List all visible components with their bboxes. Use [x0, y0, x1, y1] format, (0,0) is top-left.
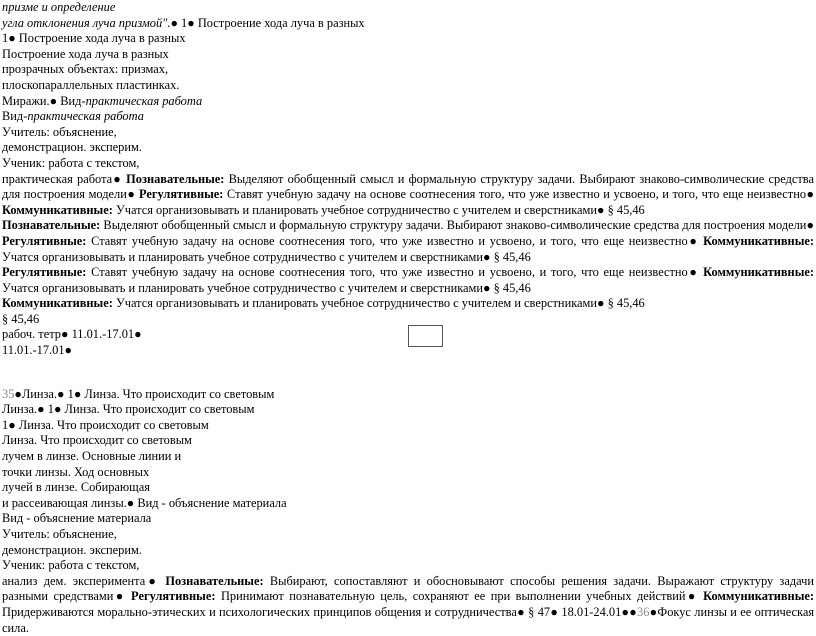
text-line: лучей в линзе. Собирающая — [2, 480, 150, 495]
text-run: рабоч. тетр — [2, 327, 61, 342]
paragraph-uud-3 — [2, 265, 814, 296]
text-line — [2, 31, 814, 47]
text-line: Учитель: объяснение, — [2, 527, 117, 541]
text-run: Принимают познавательную цель, сохраняют ее при выполнении учебных действий — [215, 589, 686, 604]
text-run: Вид - объяснение материала — [134, 495, 287, 510]
text-run: 1 — [2, 417, 9, 432]
text-run: Учатся организовывать и планировать учебное сотрудничество с учителем и сверстниками — [112, 296, 597, 311]
label-cognitive: Познавательные: — [159, 573, 264, 588]
text-run: 11.01.-17.01 — [2, 343, 65, 358]
text-run: § 45,46 — [490, 249, 531, 264]
paragraph-uud-5 — [2, 574, 814, 636]
label-communicative: Коммуникативные: — [698, 265, 814, 280]
bullet-icon: ● — [8, 31, 16, 46]
bullet-icon: ● — [37, 402, 45, 417]
text-run: Построение хода луча в разных — [194, 15, 365, 30]
bullet-icon: ● — [483, 280, 491, 295]
text-run: Ставят учебную задачу на основе соотнесения того, что уже известно и усвоено, и того, что еще неизвестно — [86, 233, 688, 248]
paragraph-uud-1 — [2, 172, 814, 219]
text-run: Вид- — [57, 93, 86, 108]
text-run: и рассеивающая линзы. — [2, 495, 127, 510]
text-run: анализ дем. эксперимента — [2, 573, 146, 588]
bullet-icon: ● — [8, 417, 16, 432]
label-cognitive: Познавательные: — [2, 218, 101, 233]
text-line: Ученик: работа с текстом, — [2, 155, 140, 170]
text-line: Вид - объяснение материала — [2, 511, 152, 526]
text-run: Учатся организовывать и планировать учебное сотрудничество с учителем и сверстниками — [112, 202, 597, 217]
text-line — [2, 16, 814, 32]
text-run: Выделяют обобщенный смысл и формальную структуру задачи. Выбирают знаково-символические средства для построения модели — [100, 218, 807, 233]
text-run: 1 — [2, 31, 9, 46]
empty-box — [408, 325, 443, 347]
bullet-icon: ● — [629, 604, 638, 619]
text-line — [2, 94, 814, 110]
text-run: Построение хода луча в разных — [15, 31, 186, 46]
label-regulatory: Регулятивные: — [2, 265, 87, 280]
text-line: Учитель: объяснение, — [2, 124, 117, 139]
bullet-icon: ● — [49, 93, 58, 108]
text-run: Придерживаются морально-этических и психологических принципов общения и сотрудничества — [2, 604, 517, 619]
text-line: точки линзы. Ход основных — [2, 464, 150, 479]
text-line — [2, 402, 814, 418]
bullet-icon: ● — [621, 604, 630, 619]
bullet-icon: ● — [597, 202, 605, 217]
bullet-icon: ● — [134, 327, 142, 342]
lesson-number: 36 — [637, 604, 650, 619]
bullet-icon: ● — [516, 604, 525, 619]
label-communicative: Коммуникативные: — [2, 202, 113, 217]
label-communicative: Коммуникативные: — [698, 233, 814, 248]
text-line: Линза. Что происходит со световым — [2, 433, 192, 448]
text-line — [2, 387, 814, 403]
text-run: 11.01.-17.01 — [68, 327, 135, 342]
bullet-icon: ● — [14, 386, 22, 401]
text-run: Линза. Что происходит со световым — [81, 386, 275, 401]
bullet-icon: ● — [170, 15, 178, 30]
bullet-icon: ● — [112, 171, 122, 186]
text-run: Линза. — [21, 386, 58, 401]
text-run: Миражи. — [2, 93, 50, 108]
text-run: 1 — [44, 402, 54, 417]
paragraph-uud-2 — [2, 218, 814, 265]
bullet-icon: ● — [687, 233, 699, 248]
bullet-icon: ● — [187, 15, 195, 30]
text-run: § 45,46 — [604, 296, 645, 311]
text-run: Линза. — [2, 402, 38, 417]
text-run: Ставят учебную задачу на основе соотнесения того, что уже известно и усвоено, и того, что еще неизвестно — [223, 187, 807, 202]
text-run: 1 — [64, 386, 74, 401]
italic-text: угла отклонения луча призмой". — [2, 15, 171, 30]
bullet-icon: ● — [145, 573, 160, 588]
text-run: Фокус линзы и ее оптическая сила. — [2, 604, 815, 635]
text-run: 18.01-24.01 — [558, 604, 622, 619]
lesson-number: 35 — [2, 386, 15, 401]
text-run: Выбирают, сопоставляют и обосновывают способы решения задачи. Выражают структуру задачи разными средствами — [2, 573, 814, 604]
text-run: практическая работа — [2, 171, 113, 186]
text-line: демонстрацион. эксперим. — [2, 140, 142, 155]
text-run: Учатся организовывать и планировать учебное сотрудничество с учителем и сверстниками — [2, 280, 484, 295]
bullet-icon: ● — [73, 386, 82, 401]
bullet-icon: ● — [687, 265, 699, 280]
text-line: плоскопараллельных пластинках. — [2, 77, 180, 92]
text-line: призме и определение — [2, 0, 116, 14]
paragraph-uud-4 — [2, 296, 814, 312]
text-line — [2, 418, 814, 434]
spacer — [2, 359, 814, 387]
bullet-icon: ● — [60, 327, 69, 342]
text-run: Выделяют обобщенный смысл и формальную структуру задачи. Выбирают знаково-символические средства для построения модели — [2, 171, 814, 202]
text-run: § 45,46 — [604, 202, 645, 217]
label-cognitive: Познавательные: — [121, 171, 225, 186]
label-regulatory: Регулятивные: — [125, 589, 216, 604]
text-run: Линза. Что происходит со световым — [15, 417, 209, 432]
text-line — [2, 496, 814, 512]
label-communicative: Коммуникативные: — [697, 589, 814, 604]
bullet-icon: ● — [806, 187, 815, 202]
bullet-icon: ● — [126, 495, 135, 510]
bullet-icon: ● — [685, 589, 698, 604]
bullet-icon: ● — [53, 402, 62, 417]
text-line: лучем в линзе. Основные линии и — [2, 449, 182, 464]
text-run: Учатся организовывать и планировать учебное сотрудничество с учителем и сверстниками — [2, 249, 484, 264]
bullet-icon: ● — [550, 604, 559, 619]
bullet-icon: ● — [649, 604, 658, 619]
text-run: Линза. Что происходит со световым — [61, 402, 255, 417]
italic-text: практическая работа — [27, 109, 144, 124]
text-line: Ученик: работа с текстом, — [2, 558, 140, 573]
label-regulatory: Регулятивные: — [2, 233, 87, 248]
bullet-icon: ● — [806, 218, 815, 233]
text-run: § 47 — [524, 604, 551, 619]
text-line: Построение хода луча в разных — [2, 46, 169, 61]
bullet-icon: ● — [113, 589, 126, 604]
text-run: Ставят учебную задачу на основе соотнесения того, что уже известно и усвоено, и того, что еще неизвестно — [86, 265, 688, 280]
bullet-icon: ● — [57, 386, 65, 401]
text-line: § 45,46 — [2, 311, 40, 326]
text-run: 1 — [177, 15, 188, 30]
label-regulatory: Регулятивные: — [135, 187, 224, 202]
bullet-icon: ● — [597, 296, 605, 311]
bullet-icon: ● — [126, 187, 136, 202]
text-run: § 45,46 — [490, 280, 531, 295]
bullet-icon: ● — [483, 249, 491, 264]
italic-text: практическая работа — [85, 93, 203, 108]
text-line — [2, 109, 814, 125]
label-communicative: Коммуникативные: — [2, 296, 113, 311]
bullet-icon: ● — [64, 343, 73, 358]
text-line: прозрачных объектах: призмах, — [2, 62, 169, 77]
text-line: демонстрацион. эксперим. — [2, 542, 142, 557]
text-run: Вид- — [2, 109, 28, 124]
